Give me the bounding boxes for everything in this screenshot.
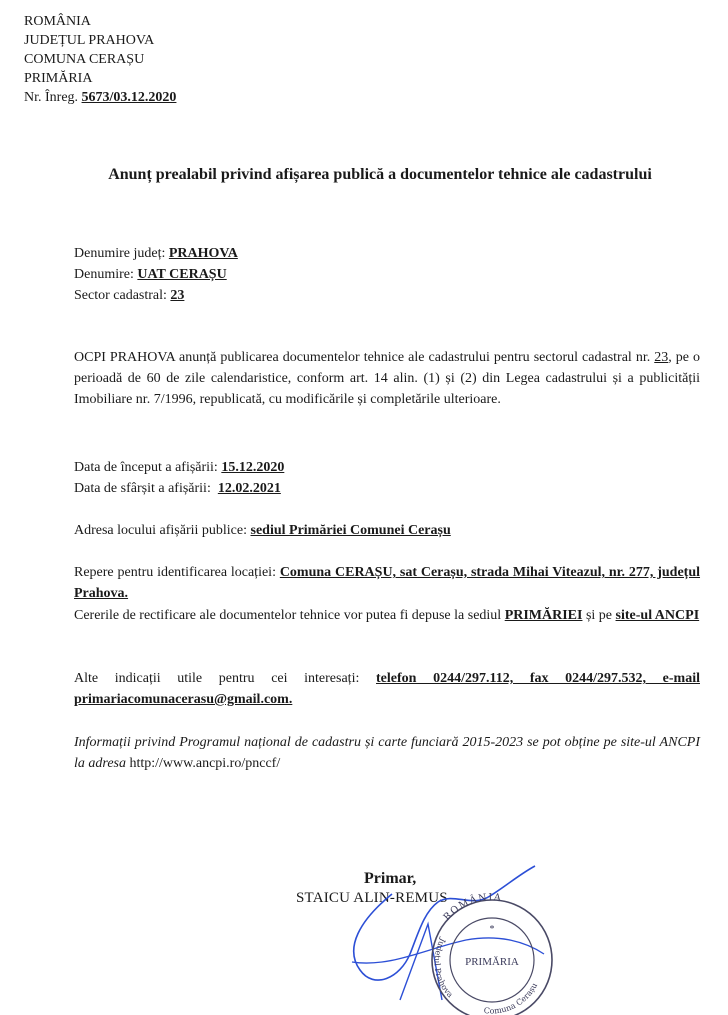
letterhead-institution: PRIMĂRIA bbox=[24, 71, 93, 86]
contact-value: telefon 0244/297.112, fax 0244/297.532, e-mail primariacomunacerasu@gmail.com. bbox=[74, 671, 700, 707]
county-value: PRAHOVA bbox=[168, 246, 238, 261]
official-stamp bbox=[432, 892, 552, 1015]
info-text: Informații privind Programul național de cadastru și carte funciară 2015-2023 se pot obține pe site-ul ANCPI la adresa bbox=[74, 735, 700, 771]
requests-site: site-ul ANCPI bbox=[615, 608, 700, 623]
registration-number: 5673/03.12.2020 bbox=[81, 90, 177, 105]
letterhead bbox=[24, 12, 176, 107]
requests-paragraph bbox=[74, 605, 700, 626]
sector-value: 23 bbox=[170, 288, 185, 303]
end-date-label: Data de sfârșit a afișării: bbox=[74, 481, 211, 496]
registration-label: Nr. Înreg. bbox=[24, 90, 79, 105]
contact-paragraph bbox=[74, 668, 700, 710]
announcement-text-start: OCPI PRAHOVA anunță publicarea documentelor tehnice ale cadastrului pentru sectorul cadastral nr. bbox=[74, 350, 651, 365]
stamp-and-signature bbox=[330, 850, 570, 1015]
start-date-line bbox=[74, 457, 700, 478]
registration-number-line bbox=[24, 88, 176, 107]
signature-title: Primar, bbox=[364, 870, 417, 887]
identity-section bbox=[74, 243, 700, 306]
requests-text: Cererile de rectificare ale documentelor tehnice vor putea fi depuse la sediul bbox=[74, 608, 502, 623]
letterhead-commune: COMUNA CERAȘU bbox=[24, 52, 145, 67]
start-date-label: Data de început a afișării: bbox=[74, 460, 218, 475]
stamp-star-icon: * bbox=[489, 924, 495, 935]
county-line bbox=[74, 243, 700, 264]
announcement-sector: 23 bbox=[654, 350, 669, 365]
location-paragraph bbox=[74, 562, 700, 604]
stamp-right-text: Comuna Cerașu bbox=[483, 981, 540, 1015]
county-label: Denumire județ: bbox=[74, 246, 166, 261]
uat-line bbox=[74, 264, 700, 285]
address-line bbox=[74, 520, 700, 541]
stamp-center-text: PRIMĂRIA bbox=[465, 956, 519, 968]
document-title: Anunț prealabil privind afișarea publică a documentelor tehnice ale cadastrului bbox=[108, 166, 652, 183]
contact-label: Alte indicații utile pentru cei interesați: bbox=[74, 671, 360, 686]
uat-label: Denumire: bbox=[74, 267, 134, 282]
info-url: http://www.ancpi.ro/pnccf/ bbox=[129, 756, 281, 771]
uat-value: UAT CERAȘU bbox=[137, 267, 227, 282]
letterhead-county: JUDEȚUL PRAHOVA bbox=[24, 33, 155, 48]
info-paragraph bbox=[74, 732, 700, 774]
stamp-left-text: Județul Prahova bbox=[432, 936, 455, 1000]
letterhead-country: ROMÂNIA bbox=[24, 14, 91, 29]
announcement-paragraph bbox=[74, 347, 700, 410]
stamp-top-text: ROMÂNIA bbox=[441, 891, 503, 923]
requests-place: PRIMĂRIEI bbox=[504, 608, 583, 623]
location-label: Repere pentru identificarea locației: bbox=[74, 565, 276, 580]
start-date-value: 15.12.2020 bbox=[221, 460, 285, 475]
sector-label: Sector cadastral: bbox=[74, 288, 167, 303]
dates-section bbox=[74, 457, 700, 499]
announcement-text-end: , pe o perioadă de 60 de zile calendaristice, conform art. 14 alin. (1) și (2) din Legea cadastrului și a publicității Imobiliare nr. 7/1996, republicată, cu modificările și completările ulterioare. bbox=[74, 350, 701, 407]
address-label: Adresa locului afișării publice: bbox=[74, 523, 247, 538]
requests-and: și pe bbox=[585, 608, 613, 623]
signature-name: STAICU ALIN-REMUS bbox=[296, 890, 448, 906]
end-date-line bbox=[74, 478, 700, 499]
address-value: sediul Primăriei Comunei Cerașu bbox=[250, 523, 451, 538]
end-date-value: 12.02.2021 bbox=[217, 481, 281, 496]
sector-line bbox=[74, 285, 700, 306]
location-value: Comuna CERAȘU, sat Cerașu, strada Mihai Viteazul, nr. 277, județul Prahova. bbox=[74, 565, 701, 601]
